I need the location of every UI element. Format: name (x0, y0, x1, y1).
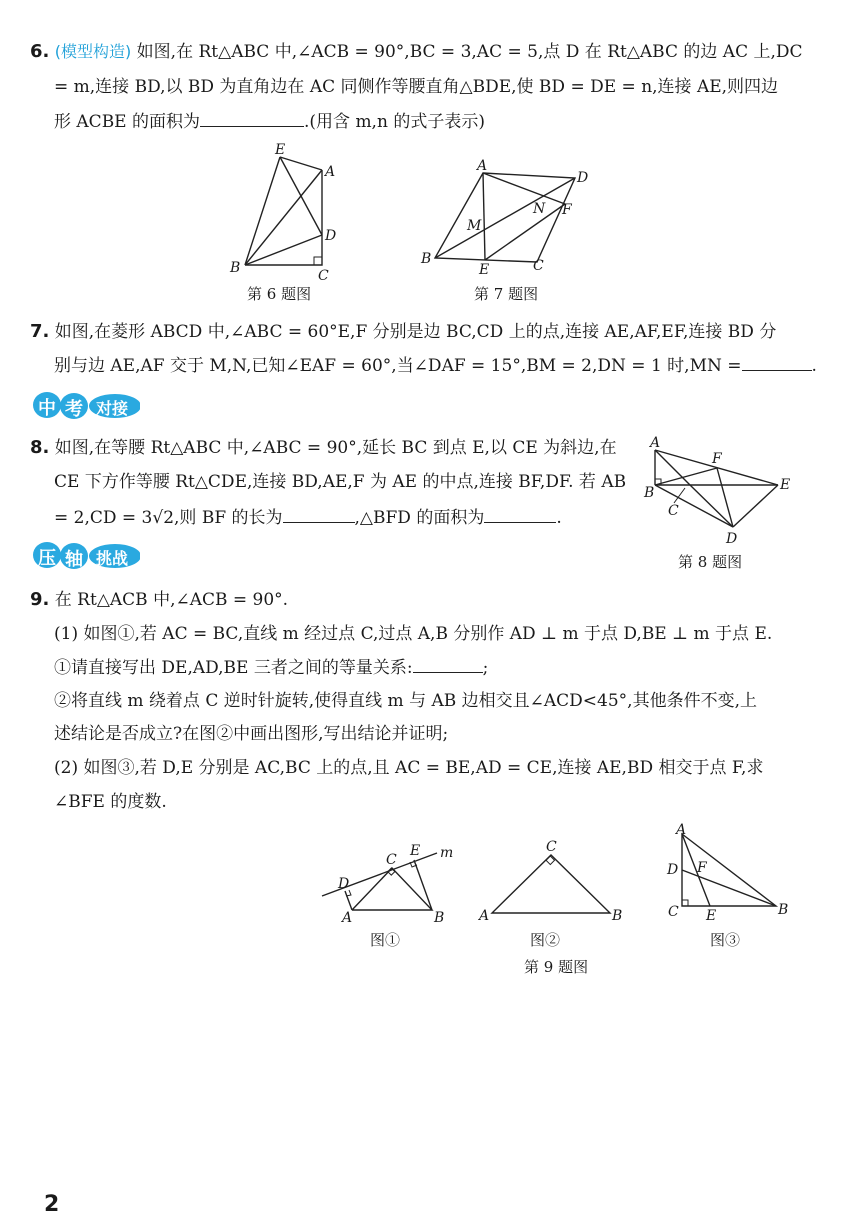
q7-figure-caption: 第 7 题图 (474, 285, 539, 303)
q6-line2: = m,连接 BD,以 BD 为直角边在 AC 同侧作等腰直角△BDE,使 BD = DE = n,连接 AE,则四边 (54, 77, 779, 97)
q9-line1 (30, 588, 288, 612)
q6-label-D: D (325, 228, 337, 244)
page-number: 2 (44, 1192, 60, 1217)
q7-text2-end: . (811, 356, 817, 376)
q9f2-label-C: C (546, 839, 557, 855)
section-badge-yazhou (30, 540, 140, 570)
badge2-char1: 压 (38, 548, 56, 569)
q6-label-C: C (318, 268, 329, 284)
badge2-char3: 挑战 (96, 549, 129, 568)
q7-label-F: F (562, 202, 572, 218)
q9f1-label-B: B (434, 910, 445, 926)
badge1-char3: 对接 (96, 399, 129, 418)
q6-figure (225, 140, 345, 284)
q8-label-E: E (780, 477, 791, 493)
q9-figure2-caption: 图② (530, 931, 561, 949)
q9-figure2 (476, 838, 626, 928)
q7-text1: 如图,在菱形 ABCD 中,∠ABC = 60°E,F 分别是边 BC,CD 上的点,连接 AE,AF,EF,连接 BD 分 (49, 322, 777, 342)
q7-line-EF (485, 204, 565, 260)
q6-line1 (30, 40, 803, 64)
q7-figure (415, 158, 605, 278)
q8-label-C: C (668, 503, 679, 519)
badge1-char2: 考 (65, 399, 83, 420)
q9-line7: ∠BFE 的度数. (54, 792, 167, 812)
q9-text3a: ①请直接写出 DE,AD,BE 三者之间的等量关系: (54, 658, 413, 678)
q8-label-F: F (712, 451, 722, 467)
q8-line-ED (733, 485, 778, 527)
q8-answer-blank1 (283, 506, 355, 523)
q7-line1 (30, 320, 776, 344)
q9-number: 9. (30, 589, 50, 610)
q6-answer-blank (200, 110, 304, 127)
q7-label-D: D (577, 170, 589, 186)
q9f3-label-E: E (706, 908, 717, 924)
q7-label-N: N (533, 201, 546, 217)
q9f2-label-A: A (479, 908, 490, 924)
q8-figure-caption: 第 8 题图 (678, 553, 743, 571)
q6-figure-caption: 第 6 题图 (247, 285, 312, 303)
q7-line-AE (483, 173, 485, 260)
q8-line-CD (690, 485, 733, 527)
q6-label-E: E (275, 142, 286, 158)
q8-line2: CE 下方作等腰 Rt△CDE,连接 BD,AE,F 为 AE 的中点,连接 BF,DF. 若 AB (54, 472, 627, 492)
q9f1-label-m: m (440, 845, 454, 861)
q9-text3b: ; (482, 658, 489, 678)
q9-line5: 述结论是否成立?在图②中画出图形,写出结论并证明; (54, 724, 449, 744)
q8-line3 (54, 506, 562, 530)
q7-label-B: B (421, 251, 432, 267)
q8-text3a: = 2,CD = 3√2,则 BF 的长为 (54, 508, 283, 528)
q7-text2: 别与边 AE,AF 交于 M,N,已知∠EAF = 60°,当∠DAF = 15°,BM = 2,DN = 1 时,MN = (54, 356, 742, 376)
q9f1-label-E: E (410, 843, 421, 859)
q8-text3c: . (556, 508, 562, 528)
q9f3-label-A: A (676, 822, 687, 838)
q9-line2: (1) 如图①,若 AC = BC,直线 m 经过点 C,过点 A,B 分别作 AD ⊥ m 于点 D,BE ⊥ m 于点 E. (54, 624, 773, 644)
q8-answer-blank2 (484, 506, 556, 523)
q7-number: 7. (30, 321, 50, 342)
q9f3-label-C: C (668, 904, 679, 920)
q9-line3 (54, 656, 488, 680)
q8-line-BF (655, 468, 717, 485)
q9-figure1 (322, 838, 462, 928)
q7-label-A: A (477, 158, 488, 174)
q9-text1: 在 Rt△ACB 中,∠ACB = 90°. (49, 590, 289, 610)
q8-line-BD (655, 485, 733, 527)
q9-figure3-caption: 图③ (710, 931, 741, 949)
q7-label-M: M (467, 218, 482, 234)
badge1-char1: 中 (38, 398, 56, 419)
q9-line4: ②将直线 m 绕着点 C 逆时针旋转,使得直线 m 与 AB 边相交且∠ACD<45°,其他条件不变,上 (54, 691, 757, 711)
q8-line1 (30, 436, 617, 460)
q7-line2 (54, 354, 817, 378)
q6-line-BE (245, 157, 280, 265)
q8-line-FD (717, 468, 733, 527)
q9-figure1-caption: 图① (370, 931, 401, 949)
q9-group-caption: 第 9 题图 (524, 958, 589, 976)
section-badge-zhongkao (30, 390, 140, 420)
q7-line-AF (483, 173, 565, 204)
q9f2-label-B: B (612, 908, 623, 924)
q8-label-A: A (650, 435, 661, 451)
q6-label-B: B (230, 260, 241, 276)
q6-text1: 如图,在 Rt△ABC 中,∠ACB = 90°,BC = 3,AC = 5,点 D 在 Rt△ABC 的边 AC 上,DC (131, 42, 803, 62)
q7-label-E: E (479, 262, 490, 278)
q8-figure (640, 435, 800, 550)
q8-text1: 如图,在等腰 Rt△ABC 中,∠ABC = 90°,延长 BC 到点 E,以 CE 为斜边,在 (49, 438, 617, 458)
q9f1-label-D: D (338, 876, 350, 892)
q9f1-label-A: A (342, 910, 353, 926)
badge2-char2: 轴 (65, 549, 83, 570)
q6-text3a: 形 ACBE 的面积为 (54, 112, 200, 132)
q6-right-angle-mark (314, 257, 322, 265)
q8-number: 8. (30, 437, 50, 458)
q7-answer-blank (742, 354, 812, 371)
q8-text3b: ,△BFD 的面积为 (354, 508, 485, 528)
q9f1-line-BE (414, 860, 432, 910)
q9-line6: (2) 如图③,若 D,E 分别是 AC,BC 上的点,且 AC = BE,AD = CE,连接 AE,BD 相交于点 F,求 (54, 758, 764, 778)
q9f3-label-B: B (778, 902, 789, 918)
q9f3-label-D: D (667, 862, 679, 878)
q6-label-A: A (325, 164, 336, 180)
q6-line3 (54, 110, 485, 134)
q8-label-D: D (726, 531, 738, 547)
q7-label-C: C (533, 258, 544, 274)
q8-label-B: B (644, 485, 655, 501)
q9f1-label-C: C (386, 852, 397, 868)
q6-number: 6. (30, 41, 50, 62)
q6-text3b: .(用含 m,n 的式子表示) (304, 112, 485, 132)
q9-answer-blank (413, 656, 483, 673)
q9f3-label-F: F (697, 860, 707, 876)
q9-figure3 (664, 822, 804, 922)
q9f3-right-angle-C (682, 900, 688, 906)
q6-tag: (模型构造) (54, 42, 132, 61)
